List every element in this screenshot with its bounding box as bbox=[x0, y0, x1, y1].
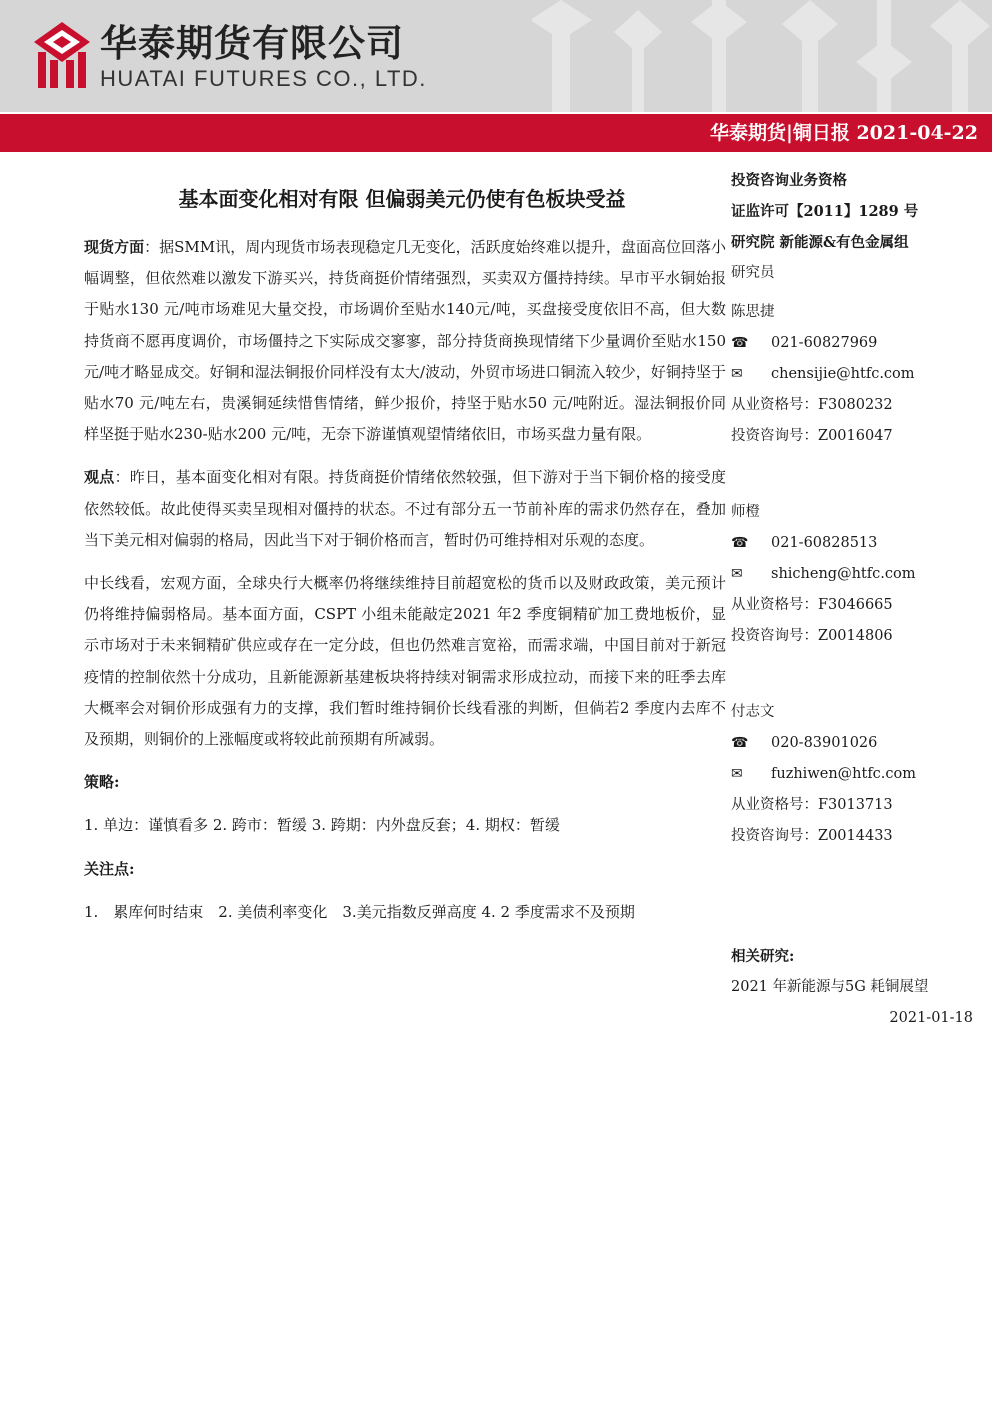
analyst-consult: 投资咨询号：Z0014433 bbox=[731, 828, 893, 844]
company-name-en: HUATAI FUTURES CO., LTD. bbox=[100, 66, 427, 91]
license-number: 证监许可【2011】1289 号 bbox=[731, 203, 919, 220]
focus-text: 1. 累库何时结束 2. 美债利率变化 3.美元指数反弹高度 4. 2 季度需求不及预期 bbox=[84, 902, 635, 921]
email-icon: ✉ bbox=[731, 566, 743, 582]
huatai-logo-icon bbox=[34, 22, 90, 88]
analyst-consult: 投资咨询号：Z0016047 bbox=[731, 428, 893, 444]
analyst-qual: 从业资格号：F3080232 bbox=[731, 397, 893, 413]
analyst-qual: 从业资格号：F3046665 bbox=[731, 597, 893, 613]
analyst-card bbox=[731, 497, 981, 652]
header-decoration bbox=[532, 0, 992, 112]
company-name-cn: 华泰期货有限公司 bbox=[100, 22, 404, 65]
related-title[interactable]: 2021 年新能源与5G 耗铜展望 bbox=[731, 979, 929, 995]
spot-paragraph bbox=[84, 232, 726, 450]
role-label: 研究员 bbox=[731, 265, 775, 281]
analyst-email[interactable]: shicheng@htfc.com bbox=[771, 566, 916, 582]
analyst-name: 陈思捷 bbox=[731, 304, 775, 320]
view-label: 观点 bbox=[84, 468, 115, 487]
view-paragraph bbox=[84, 462, 726, 556]
phone-icon: ☎ bbox=[731, 335, 749, 351]
analyst-consult: 投资咨询号：Z0014806 bbox=[731, 628, 893, 644]
analyst-phone: 020-83901026 bbox=[771, 735, 878, 751]
phone-icon: ☎ bbox=[731, 735, 749, 751]
related-research bbox=[731, 941, 981, 1034]
analyst-qual: 从业资格号：F3013713 bbox=[731, 797, 893, 813]
report-header bbox=[0, 0, 992, 112]
analyst-card bbox=[731, 697, 981, 852]
strategy-text: 1. 单边：谨慎看多 2. 跨市：暂缓 3. 跨期：内外盘反套；4. 期权：暂缓 bbox=[84, 816, 560, 835]
report-title: 基本面变化相对有限 但偏弱美元仍使有色板块受益 bbox=[178, 187, 626, 211]
focus-heading: 关注点: bbox=[84, 859, 135, 878]
strategy-heading: 策略: bbox=[84, 773, 120, 792]
analyst-email[interactable]: chensijie@htfc.com bbox=[771, 366, 915, 382]
analyst-name: 付志文 bbox=[731, 704, 775, 720]
report-body bbox=[84, 232, 726, 940]
analyst-card bbox=[731, 297, 981, 452]
spot-label: 现货方面 bbox=[84, 238, 145, 256]
department: 研究院 新能源&有色金属组 bbox=[731, 234, 909, 251]
analyst-name: 师橙 bbox=[731, 504, 760, 520]
related-label: 相关研究: bbox=[731, 948, 795, 965]
report-tag-bar bbox=[0, 114, 992, 152]
email-icon: ✉ bbox=[731, 366, 743, 382]
longterm-paragraph: 中长线看，宏观方面，全球央行大概率仍将继续维持目前超宽松的货币以及财政政策，美元预计仍将维持偏弱格局。基本面方面，CSPT 小组未能敲定2021 年2 季度铜精矿加工费地板价，显示市场对于未来铜精矿供应或存在一定分歧，但也仍然难言宽裕，而需求端，中国目前对于新冠疫情的控制依然十分成功，且新能源新基建板块将持续对铜需求形成拉动，而接下来的旺季去库大概率会对铜价形成强有力的支撑，我们暂时维持铜价长线看涨的判断，但倘若2 季度内去库不及预期，则铜价的上涨幅度或将较此前预期有所减弱。 bbox=[84, 574, 726, 749]
email-icon: ✉ bbox=[731, 766, 743, 782]
view-text: ：昨日，基本面变化相对有限。持货商挺价情绪依然较强，但下游对于当下铜价格的接受度依然较低。故此使得买卖呈现相对僵持的状态。不过有部分五一节前补库的需求仍然存在，叠加当下美元相对偏弱的格局，因此当下对于铜价格而言，暂时仍可维持相对乐观的态度。 bbox=[84, 468, 726, 549]
sidebar-license bbox=[731, 165, 981, 289]
related-date: 2021-01-18 bbox=[889, 1010, 973, 1026]
license-title: 投资咨询业务资格 bbox=[731, 172, 847, 189]
spot-text: ：据SMM讯，周内现货市场表现稳定几无变化，活跃度始终难以提升，盘面高位回落小幅调整，但依然难以激发下游买兴，持货商挺价情绪强烈，买卖双方僵持持续。早市平水铜始报于贴水130 元/吨市场难见大量交投，市场调价至贴水140元/吨，买盘接受度依旧不高，但大数持货商不愿再度调价，市场僵持之下实际成交寥寥，部分持货商换现情绪下少量调价至贴水150 元/吨才略显成交。好铜和湿法铜报价同样没有太大/波动，外贸市场进口铜流入较少，好铜持坚于贴水70 元/吨左右，贵溪铜延续惜售情绪，鲜少报价，持坚于贴水50 元/吨附近。湿法铜报价同样坚挺于贴水230-贴水200 元/吨，无奈下游谨慎观望情绪依旧，市场买盘力量有限。 bbox=[84, 238, 726, 444]
phone-icon: ☎ bbox=[731, 535, 749, 551]
analyst-phone: 021-60828513 bbox=[771, 535, 878, 551]
analyst-email[interactable]: fuzhiwen@htfc.com bbox=[771, 766, 917, 782]
report-tag: 华泰期货|铜日报 2021-04-22 bbox=[709, 122, 978, 144]
analyst-phone: 021-60827969 bbox=[771, 335, 878, 351]
